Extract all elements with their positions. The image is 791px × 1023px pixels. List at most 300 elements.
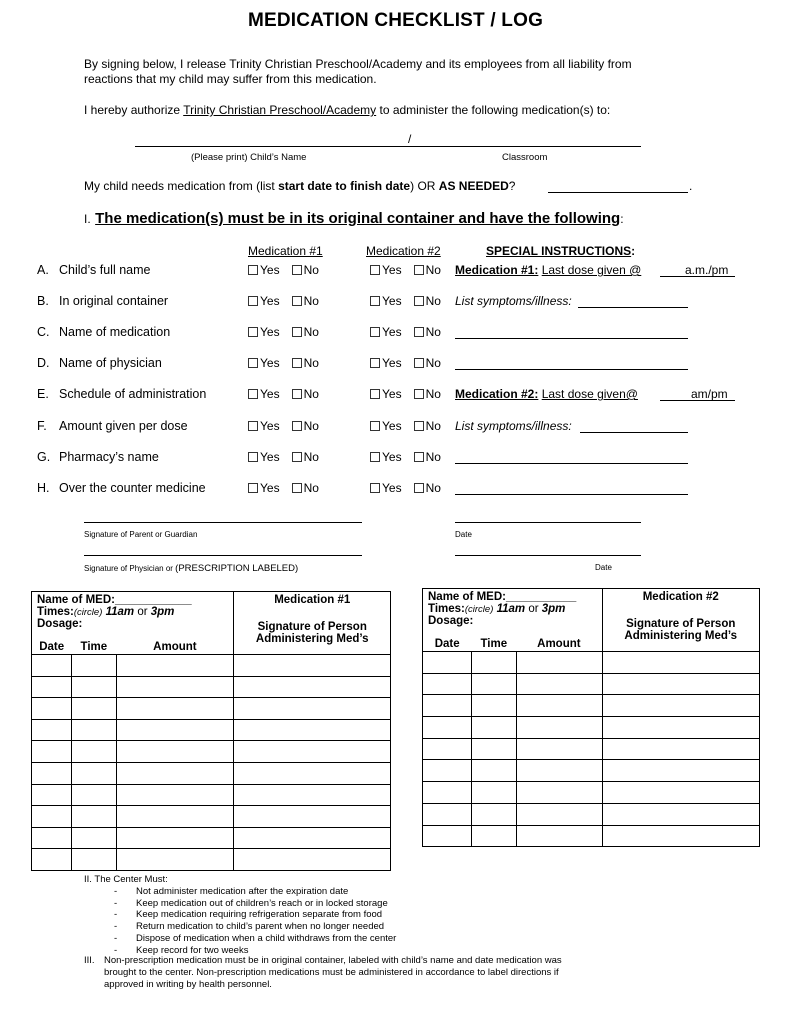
symptoms1-line[interactable]: [578, 307, 688, 308]
med2-no-label: No: [425, 387, 441, 401]
special-colon: :: [631, 244, 636, 258]
med2-no-label: No: [425, 450, 441, 464]
section-1-text: The medication(s) must be in its original container and have the following: [95, 210, 621, 227]
log-entry-row: [32, 741, 391, 763]
log-col-header: Date: [32, 640, 72, 655]
name-of-med[interactable]: Name of MED:___________: [428, 591, 577, 603]
section-2-heading: II. The Center Must:: [84, 874, 168, 885]
needs-dates: start date to finish date: [278, 179, 411, 193]
med1-yes-checkbox[interactable]: [248, 265, 258, 275]
log-time-cell[interactable]: [71, 676, 116, 698]
authorize-prefix: I hereby authorize: [84, 103, 184, 117]
log-signature-cell[interactable]: [234, 806, 391, 828]
log-signature-cell[interactable]: [602, 760, 760, 782]
checklist-text: Schedule of administration: [59, 387, 207, 401]
log-entry-row: [423, 803, 760, 825]
duration-end: .: [689, 179, 693, 193]
checklist-letter: G.: [37, 450, 51, 464]
times-label: Times:: [37, 606, 74, 618]
log-date-cell[interactable]: [32, 741, 72, 763]
checklist-letter: A.: [37, 263, 49, 277]
med2-no-checkbox[interactable]: [414, 483, 424, 493]
checklist-item-label: [37, 356, 162, 370]
special-med2-label: Medication #2:: [455, 387, 539, 401]
med1-yes-no: [248, 387, 319, 401]
med2-no-label: No: [425, 419, 441, 433]
log-signature-cell[interactable]: [602, 782, 760, 804]
log-date-cell[interactable]: [32, 655, 72, 677]
log-amount-cell[interactable]: [516, 717, 602, 739]
log-entry-row: [32, 655, 391, 677]
log-signature-cell[interactable]: [602, 695, 760, 717]
log-entry-row: [32, 827, 391, 849]
log-date-cell[interactable]: [423, 760, 472, 782]
log-date-cell[interactable]: [32, 827, 72, 849]
med1-yes-label: Yes: [260, 263, 280, 277]
med1-no-checkbox[interactable]: [292, 327, 302, 337]
symptoms2-label: List symptoms/illness:: [455, 419, 572, 433]
page-title: MEDICATION CHECKLIST / LOG: [247, 10, 544, 31]
med1-yes-no: [248, 419, 319, 433]
checklist-item-label: [37, 450, 159, 464]
checklist-text: Child’s full name: [59, 263, 151, 277]
section-3-line3: approved in writing by health personnel.: [104, 979, 272, 990]
med2-yes-no: [370, 387, 441, 401]
med2-yes-no: [370, 419, 441, 433]
log-signature-cell[interactable]: [602, 803, 760, 825]
list-bullet: -: [114, 944, 118, 956]
time-option-11am[interactable]: 11am: [496, 603, 526, 615]
list-item-text: Not administer medication after the expiration date: [136, 886, 349, 897]
log-med-title: Medication #1: [274, 594, 351, 606]
checklist-text: Name of physician: [59, 356, 162, 370]
physician-signature-line[interactable]: [84, 555, 362, 556]
med2-yes-label: Yes: [382, 294, 402, 308]
section-1-numeral: I.: [84, 212, 91, 226]
special-med1-unit: a.m./pm: [685, 263, 729, 277]
med1-no-checkbox[interactable]: [292, 483, 302, 493]
log-amount-cell[interactable]: [116, 698, 234, 720]
log-col-header: Date: [423, 637, 472, 652]
log-signature-cell[interactable]: [602, 738, 760, 760]
special-med2-unit: am/pm: [691, 387, 728, 401]
med2-yes-no: [370, 263, 441, 277]
child-name-label: (Please print) Child’s Name: [191, 152, 307, 163]
date2-label: Date: [595, 563, 612, 572]
checklist-item-label: [37, 263, 150, 277]
authorize-statement: [84, 103, 610, 117]
med2-no-checkbox[interactable]: [414, 265, 424, 275]
section-1-heading: [84, 210, 624, 228]
log-entry-row: [32, 676, 391, 698]
log-date-cell[interactable]: [423, 782, 472, 804]
med1-yes-no: [248, 481, 319, 495]
log-date-cell[interactable]: [32, 762, 72, 784]
log-signature-cell[interactable]: [602, 717, 760, 739]
log-header-row: [423, 589, 760, 638]
med1-yes-label: Yes: [260, 325, 280, 339]
log-amount-cell[interactable]: [516, 695, 602, 717]
log-info-cell: [32, 592, 234, 641]
checklist-text: In original container: [59, 294, 169, 308]
med1-yes-checkbox[interactable]: [248, 483, 258, 493]
checklist-text: Name of medication: [59, 325, 171, 339]
log-signature-cell[interactable]: [234, 741, 391, 763]
log-amount-cell[interactable]: [516, 760, 602, 782]
med1-no-label: No: [303, 450, 319, 464]
log-date-cell[interactable]: [423, 825, 472, 847]
log-time-cell[interactable]: [71, 827, 116, 849]
log-entry-row: [423, 782, 760, 804]
checklist-item-label: [37, 481, 206, 495]
med2-yes-checkbox[interactable]: [370, 265, 380, 275]
list-item-text: Keep record for two weeks: [136, 944, 249, 956]
checklist-letter: H.: [37, 481, 50, 495]
med2-yes-checkbox[interactable]: [370, 327, 380, 337]
log-entry-row: [423, 738, 760, 760]
time-option-11am[interactable]: 11am: [105, 606, 135, 618]
med2-no-label: No: [425, 356, 441, 370]
log-date-cell[interactable]: [32, 698, 72, 720]
med1-yes-checkbox[interactable]: [248, 358, 258, 368]
med2-yes-label: Yes: [382, 450, 402, 464]
med1-no-label: No: [303, 356, 319, 370]
section-3-numeral: III.: [84, 955, 95, 966]
med2-yes-label: Yes: [382, 387, 402, 401]
med2-no-label: No: [425, 325, 441, 339]
circle-note: (circle): [464, 604, 494, 615]
log-col-header: Time: [71, 640, 116, 655]
symptoms2-line[interactable]: [580, 432, 688, 433]
release-text-line1: By signing below, I release Trinity Christian Preschool/Academy and its employees from all liability from: [84, 57, 632, 71]
log-amount-cell[interactable]: [516, 803, 602, 825]
log-amount-cell[interactable]: [516, 652, 602, 674]
needs-as-needed: AS NEEDED: [438, 179, 509, 193]
med2-no-checkbox[interactable]: [414, 389, 424, 399]
dosage-label[interactable]: Dosage:: [428, 615, 474, 627]
date1-label: Date: [455, 530, 472, 539]
or-text: or: [528, 603, 539, 615]
list-item: [114, 933, 396, 945]
list-bullet: -: [114, 886, 118, 897]
log-sig-title2: Administering Med’s: [255, 633, 369, 645]
log-date-cell[interactable]: [423, 695, 472, 717]
checklist-text: Pharmacy’s name: [59, 450, 159, 464]
med1-no-checkbox[interactable]: [292, 389, 302, 399]
log-time-cell[interactable]: [71, 698, 116, 720]
log-info-cell: [423, 589, 603, 638]
log-entry-row: [32, 849, 391, 871]
checklist-text: Amount given per dose: [59, 419, 188, 433]
med1-yes-label: Yes: [260, 481, 280, 495]
med2-no-checkbox[interactable]: [414, 452, 424, 462]
log-date-cell[interactable]: [423, 652, 472, 674]
log-signature-cell[interactable]: [602, 673, 760, 695]
med1-no-label: No: [303, 294, 319, 308]
symptoms1-label: List symptoms/illness:: [455, 294, 572, 308]
log-signature-cell[interactable]: [602, 652, 760, 674]
log-time-cell[interactable]: [471, 760, 516, 782]
log-amount-cell[interactable]: [116, 676, 234, 698]
list-item-text: Dispose of medication when a child withdraws from the center: [136, 932, 397, 944]
log-amount-cell[interactable]: [116, 719, 234, 741]
special-med2-text: Last dose given@: [541, 387, 638, 401]
duration-field-line[interactable]: [548, 192, 688, 193]
log-date-cell[interactable]: [423, 717, 472, 739]
med2-yes-label: Yes: [382, 356, 402, 370]
med2-yes-checkbox[interactable]: [370, 452, 380, 462]
section-3-line1: Non-prescription medication must be in original container, labeled with child’s name and date medication was: [104, 955, 562, 966]
special-line-g[interactable]: [455, 463, 688, 464]
med2-no-checkbox[interactable]: [414, 421, 424, 431]
log-sig-title1: Signature of Person: [257, 621, 367, 633]
log-time-cell[interactable]: [71, 741, 116, 763]
med2-yes-label: Yes: [382, 263, 402, 277]
log-entry-row: [423, 673, 760, 695]
special-line-h[interactable]: [455, 494, 688, 495]
log-entry-row: [32, 784, 391, 806]
med1-no-label: No: [303, 481, 319, 495]
med2-no-label: No: [425, 263, 441, 277]
section-1-colon: :: [620, 212, 624, 226]
parent-date-line[interactable]: [455, 522, 641, 523]
log-time-cell[interactable]: [471, 717, 516, 739]
med1-yes-label: Yes: [260, 356, 280, 370]
log-entry-row: [32, 806, 391, 828]
special-med1-text: Last dose given @: [541, 263, 642, 277]
med1-yes-no: [248, 325, 319, 339]
col-header-med1: Medication #1: [248, 244, 323, 258]
log-date-cell[interactable]: [32, 849, 72, 871]
med1-yes-label: Yes: [260, 450, 280, 464]
med1-yes-no: [248, 356, 319, 370]
times-row: [428, 603, 597, 615]
med2-no-checkbox[interactable]: [414, 327, 424, 337]
medication-duration-statement: [84, 179, 515, 193]
log-time-cell[interactable]: [471, 803, 516, 825]
log-entry-row: [423, 652, 760, 674]
physician-signature-label: [84, 563, 298, 574]
med2-yes-checkbox[interactable]: [370, 389, 380, 399]
log-time-cell[interactable]: [471, 738, 516, 760]
list-bullet: -: [114, 909, 118, 921]
list-bullet: -: [114, 921, 118, 933]
med2-yes-checkbox[interactable]: [370, 483, 380, 493]
list-item: [114, 886, 348, 898]
log-signature-cell[interactable]: [234, 827, 391, 849]
time-option-3pm[interactable]: 3pm: [541, 603, 566, 615]
med2-yes-checkbox[interactable]: [370, 358, 380, 368]
list-item-text: Keep medication requiring refrigeration separate from food: [136, 909, 383, 921]
or-text: or: [137, 606, 148, 618]
med1-no-label: No: [303, 419, 319, 433]
checklist-item-label: [37, 294, 168, 308]
col-header-med2: Medication #2: [366, 244, 441, 258]
log-date-cell[interactable]: [423, 803, 472, 825]
med1-yes-label: Yes: [260, 419, 280, 433]
special-med1-label: Medication #1:: [455, 263, 539, 277]
checklist-text: Over the counter medicine: [59, 481, 206, 495]
med1-no-label: No: [303, 325, 319, 339]
med1-yes-no: [248, 294, 319, 308]
med2-yes-no: [370, 450, 441, 464]
log-date-cell[interactable]: [32, 676, 72, 698]
medication-log-table: [422, 588, 760, 847]
log-amount-cell[interactable]: [116, 827, 234, 849]
log-signature-cell[interactable]: [234, 676, 391, 698]
log-col-header: Amount: [516, 637, 602, 652]
log-sig-title2: Administering Med’s: [624, 630, 738, 642]
special-med1: [455, 263, 641, 277]
log-amount-cell[interactable]: [116, 784, 234, 806]
log-entry-row: [423, 825, 760, 847]
med1-yes-no: [248, 263, 319, 277]
log-time-cell[interactable]: [71, 806, 116, 828]
parent-signature-line[interactable]: [84, 522, 362, 523]
med2-no-label: No: [425, 481, 441, 495]
log-time-cell[interactable]: [471, 825, 516, 847]
log-signature-header-cell: [602, 589, 760, 652]
log-time-cell[interactable]: [471, 695, 516, 717]
special-line-d[interactable]: [455, 369, 688, 370]
log-signature-cell[interactable]: [234, 784, 391, 806]
list-item: [114, 909, 382, 921]
med1-yes-checkbox[interactable]: [248, 296, 258, 306]
log-amount-cell[interactable]: [516, 825, 602, 847]
log-date-cell[interactable]: [423, 738, 472, 760]
physician-date-line[interactable]: [455, 555, 641, 556]
med1-no-checkbox[interactable]: [292, 358, 302, 368]
log-signature-cell[interactable]: [234, 719, 391, 741]
med1-no-checkbox[interactable]: [292, 452, 302, 462]
med2-yes-no: [370, 325, 441, 339]
authorize-suffix: to administer the following medication(s) to:: [376, 103, 611, 117]
med2-yes-no: [370, 294, 441, 308]
med2-yes-checkbox[interactable]: [370, 296, 380, 306]
list-item: [114, 898, 388, 910]
log-med-title: Medication #2: [642, 591, 719, 603]
log-amount-cell[interactable]: [116, 655, 234, 677]
log-time-cell[interactable]: [71, 719, 116, 741]
med1-yes-no: [248, 450, 319, 464]
special-med2: [455, 387, 638, 401]
log-time-cell[interactable]: [471, 782, 516, 804]
list-bullet: -: [114, 897, 118, 909]
col-header-special: [486, 244, 635, 258]
log-amount-cell[interactable]: [516, 782, 602, 804]
log-time-cell[interactable]: [71, 655, 116, 677]
log-date-cell[interactable]: [32, 719, 72, 741]
checklist-item-label: [37, 325, 170, 339]
child-name-line[interactable]: [135, 146, 641, 147]
log-amount-cell[interactable]: [116, 762, 234, 784]
med1-no-checkbox[interactable]: [292, 265, 302, 275]
classroom-label: Classroom: [502, 152, 548, 163]
log-entry-row: [423, 717, 760, 739]
med1-no-label: No: [303, 263, 319, 277]
log-entry-row: [423, 760, 760, 782]
log-amount-cell[interactable]: [116, 741, 234, 763]
parent-signature-label: Signature of Parent or Guardian: [84, 530, 198, 539]
log-sig-title1: Signature of Person: [626, 618, 736, 630]
log-entry-row: [32, 698, 391, 720]
med1-yes-checkbox[interactable]: [248, 452, 258, 462]
time-option-3pm[interactable]: 3pm: [150, 606, 175, 618]
med1-yes-checkbox[interactable]: [248, 327, 258, 337]
log-time-cell[interactable]: [471, 673, 516, 695]
med2-yes-label: Yes: [382, 325, 402, 339]
checklist-letter: E.: [37, 387, 49, 401]
med1-no-label: No: [303, 387, 319, 401]
log-entry-row: [32, 762, 391, 784]
log-header-row: [32, 592, 391, 641]
times-row: [37, 606, 228, 618]
log-signature-header-cell: [234, 592, 391, 655]
log-date-cell[interactable]: [32, 806, 72, 828]
log-amount-cell[interactable]: [116, 849, 234, 871]
medication-log-table: [31, 591, 391, 871]
log-signature-cell[interactable]: [234, 762, 391, 784]
times-label: Times:: [428, 603, 465, 615]
log-signature-cell[interactable]: [602, 825, 760, 847]
med2-no-checkbox[interactable]: [414, 296, 424, 306]
log-entry-row: [423, 695, 760, 717]
med2-yes-checkbox[interactable]: [370, 421, 380, 431]
log-time-cell[interactable]: [71, 849, 116, 871]
log-signature-cell[interactable]: [234, 849, 391, 871]
med1-yes-label: Yes: [260, 294, 280, 308]
med2-no-checkbox[interactable]: [414, 358, 424, 368]
list-bullet: -: [114, 932, 118, 944]
needs-mid: ) OR: [410, 179, 439, 193]
dosage-label[interactable]: Dosage:: [37, 618, 83, 630]
list-item-text: Keep medication out of children’s reach or in locked storage: [136, 897, 388, 909]
checklist-item-label: [37, 419, 188, 433]
med2-no-label: No: [425, 294, 441, 308]
log-time-cell[interactable]: [471, 652, 516, 674]
log-amount-cell[interactable]: [116, 806, 234, 828]
log-amount-cell[interactable]: [516, 738, 602, 760]
authorize-org: Trinity Christian Preschool/Academy: [183, 103, 377, 117]
med1-no-checkbox[interactable]: [292, 296, 302, 306]
log-amount-cell[interactable]: [516, 673, 602, 695]
checklist-letter: D.: [37, 356, 50, 370]
special-label: SPECIAL INSTRUCTIONS: [486, 244, 632, 258]
log-time-cell[interactable]: [71, 762, 116, 784]
med1-no-checkbox[interactable]: [292, 421, 302, 431]
log-time-cell[interactable]: [71, 784, 116, 806]
checklist-letter: C.: [37, 325, 50, 339]
circle-note: (circle): [73, 607, 103, 618]
med2-yes-label: Yes: [382, 481, 402, 495]
special-line-c[interactable]: [455, 338, 688, 339]
list-item-text: Return medication to child’s parent when no longer needed: [136, 921, 385, 933]
med1-yes-checkbox[interactable]: [248, 389, 258, 399]
prescription-labeled: (PRESCRIPTION LABELED): [175, 563, 299, 574]
log-entry-row: [32, 719, 391, 741]
med1-yes-checkbox[interactable]: [248, 421, 258, 431]
log-col-header: Time: [471, 637, 516, 652]
log-date-cell[interactable]: [423, 673, 472, 695]
log-date-cell[interactable]: [32, 784, 72, 806]
log-signature-cell[interactable]: [234, 655, 391, 677]
list-item: [114, 921, 384, 933]
log-signature-cell[interactable]: [234, 698, 391, 720]
needs-suffix: ?: [508, 179, 516, 193]
release-text-line2: reactions that my child may suffer from this medication.: [84, 72, 377, 86]
name-of-med[interactable]: Name of MED:____________: [37, 594, 192, 606]
physician-prefix: Signature of Physician or: [84, 564, 176, 573]
